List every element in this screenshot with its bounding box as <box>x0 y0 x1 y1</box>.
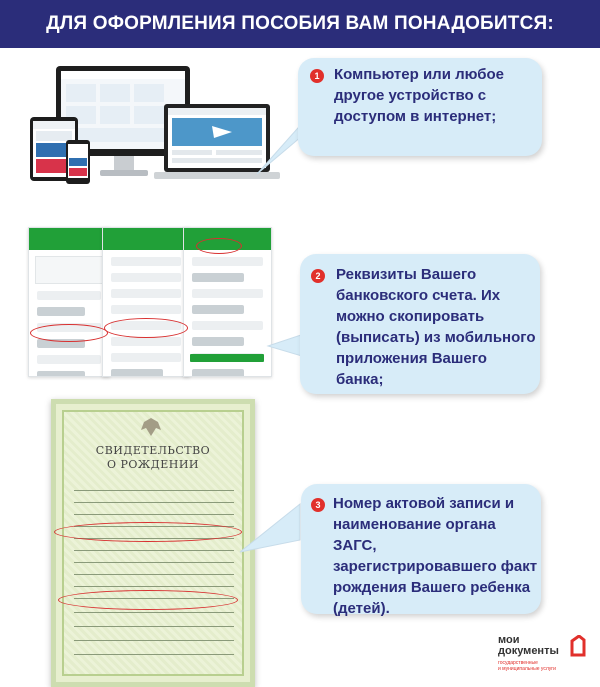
header-banner <box>0 0 600 48</box>
callout-2-text: Реквизиты Вашего банковского счета. Их можно скопировать (выписать) из мобильного приложения Вашего банка; <box>336 266 536 388</box>
bank-app-screen-menu <box>102 227 190 377</box>
highlight-oval <box>58 590 238 610</box>
certificate-title: СВИДЕТЕЛЬСТВО <box>95 444 211 457</box>
callout-2 <box>300 254 540 394</box>
moi-dokumenty-logo: мои документы государственные и муниципальные услуги <box>498 635 590 675</box>
phone-icon <box>66 140 92 186</box>
page-title: ДЛЯ ОФОРМЛЕНИЯ ПОСОБИЯ ВАМ ПОНАДОБИТСЯ: <box>46 13 554 34</box>
callout-3-text: Номер актовой записи и наименование органа ЗАГС, зарегистрировавшего факт рождения Вашего ребенка (детей). <box>333 495 538 617</box>
number-badge: 2 <box>311 269 325 283</box>
highlight-oval <box>196 238 242 254</box>
coat-of-arms-icon <box>138 416 164 440</box>
callout-3-pointer <box>238 500 304 560</box>
certificate-subtitle: О РОЖДЕНИИ <box>106 458 200 471</box>
highlight-oval <box>54 522 242 542</box>
highlight-oval <box>30 324 108 342</box>
callout-1 <box>298 58 542 156</box>
callout-1-text: Компьютер или любое другое устройство с доступом в интернет; <box>334 66 505 125</box>
highlight-oval <box>104 318 188 338</box>
callout-3 <box>301 484 541 617</box>
birth-certificate-image <box>51 399 255 687</box>
bank-app-screen-main <box>28 227 110 377</box>
number-badge: 3 <box>311 498 325 512</box>
logo-mark-icon <box>570 635 586 657</box>
number-badge: 1 <box>310 69 324 83</box>
